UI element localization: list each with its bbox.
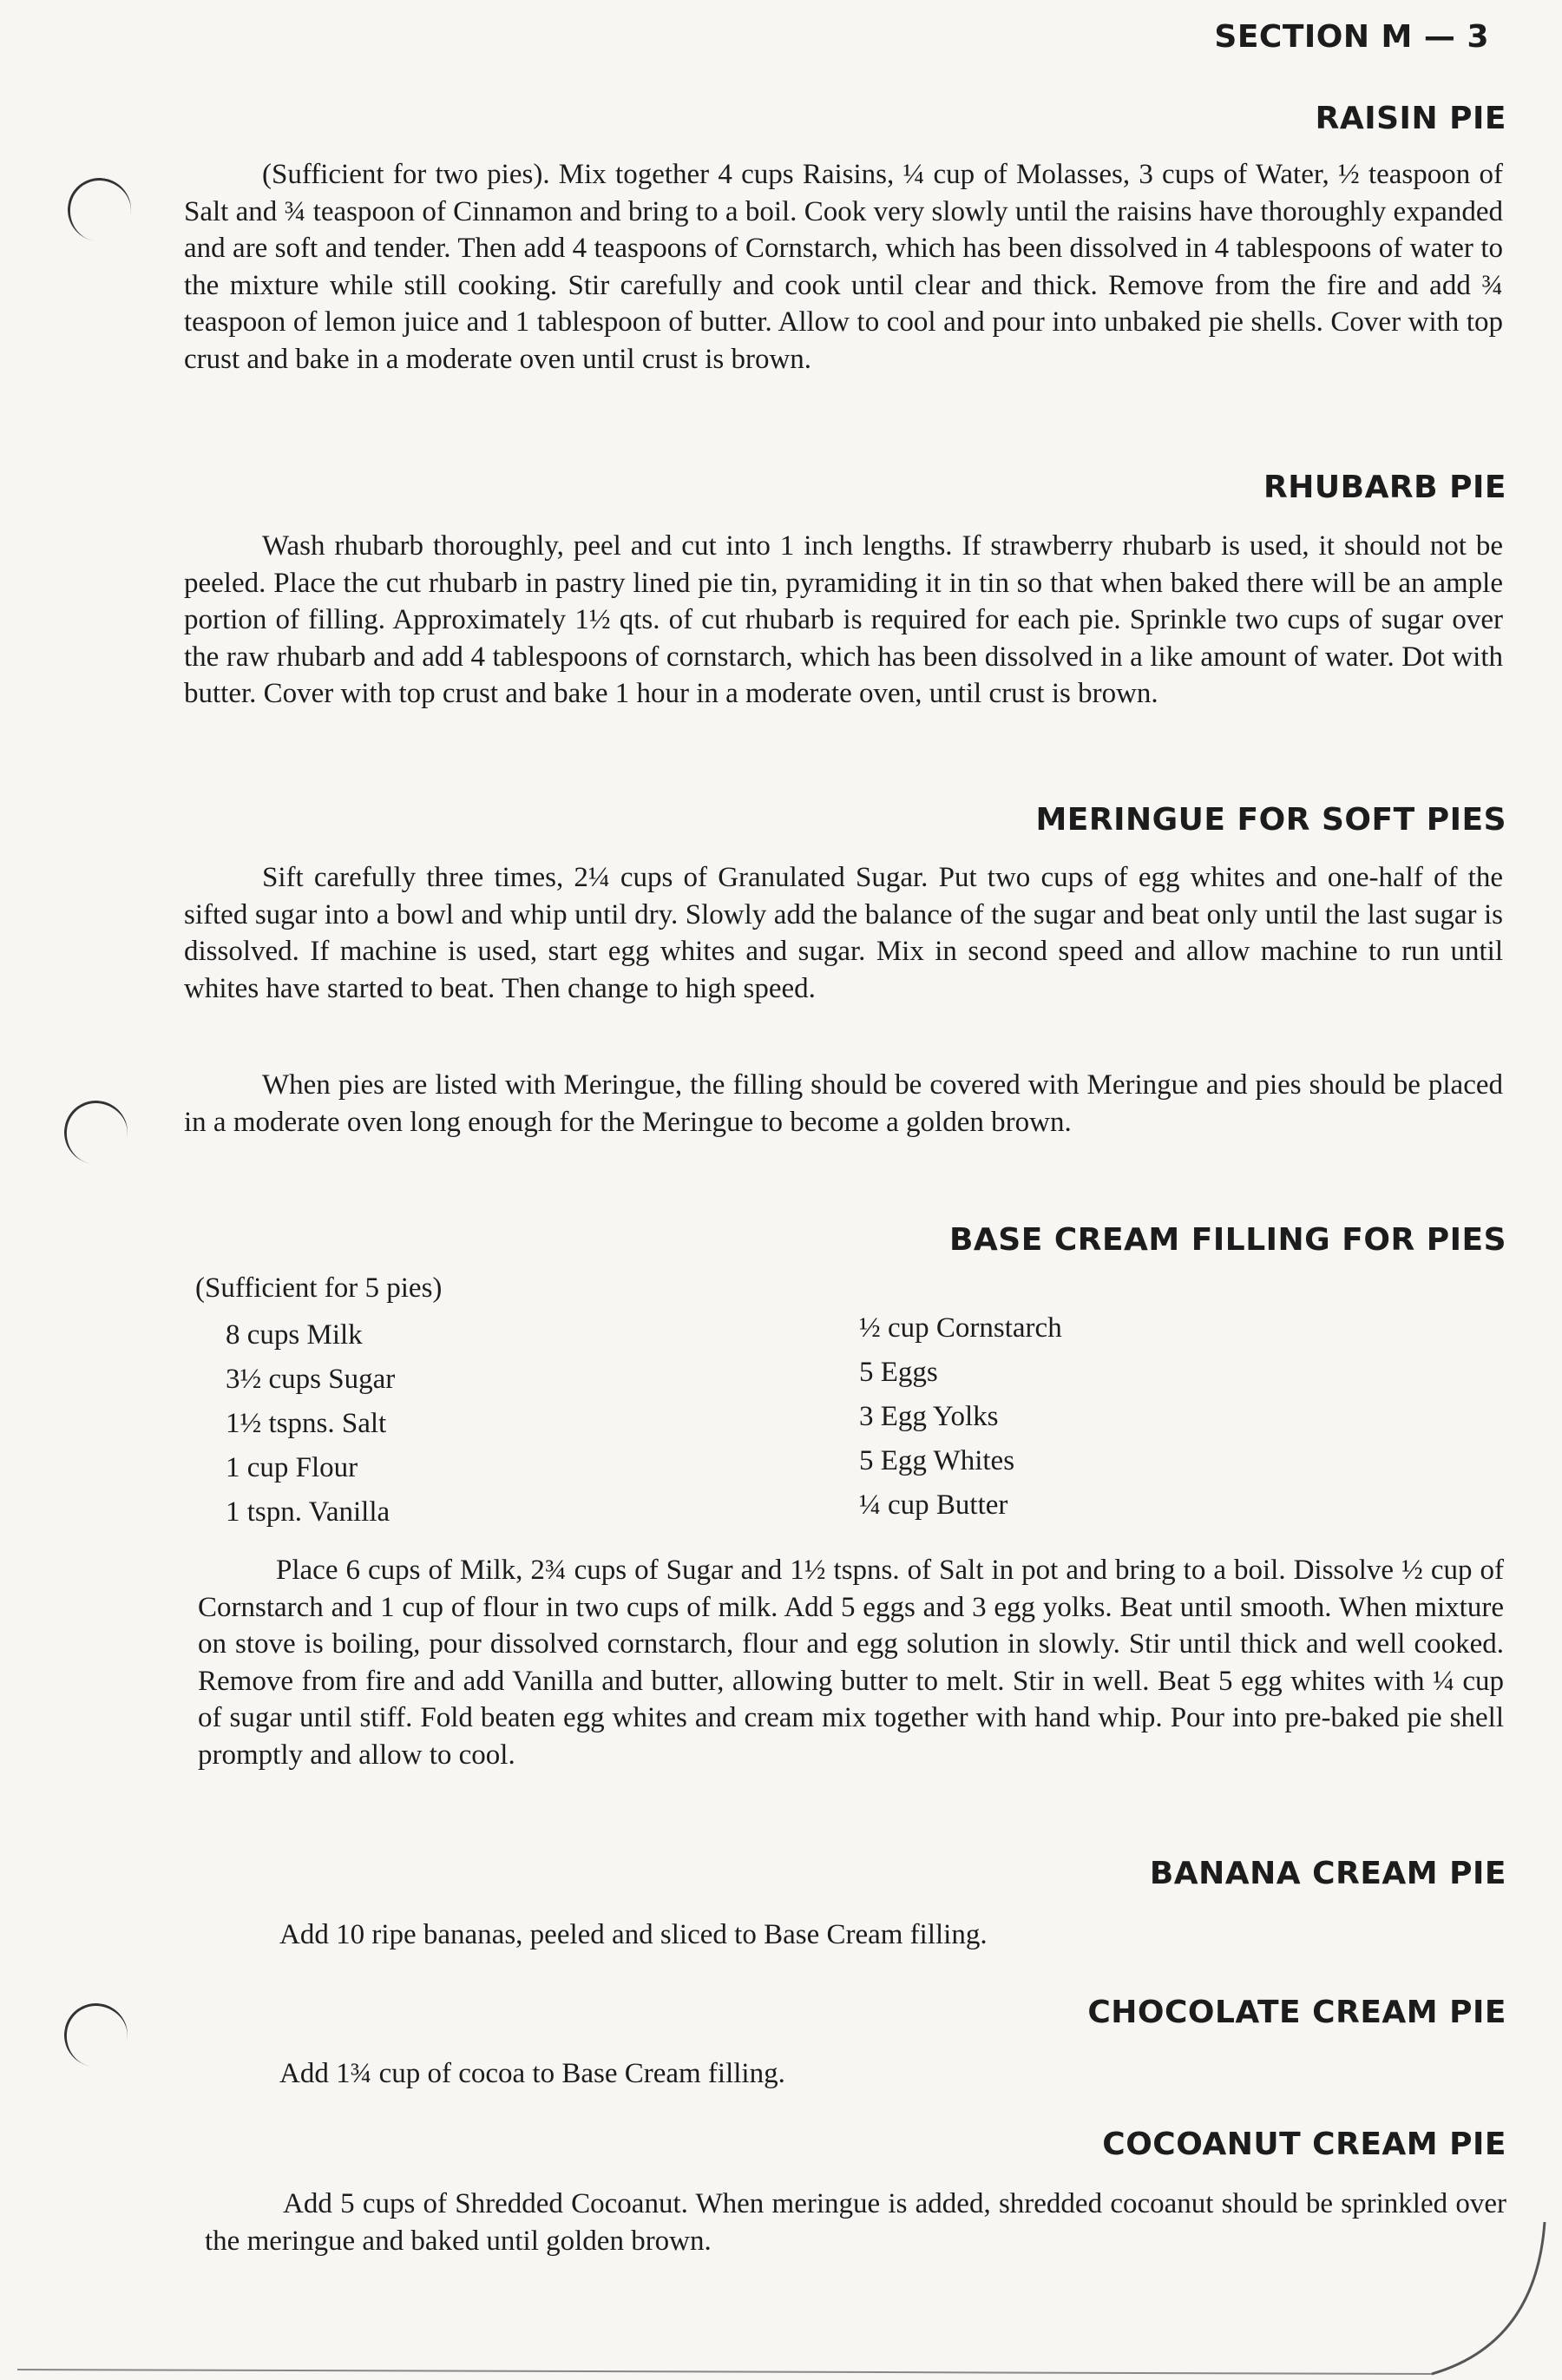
meringue-text-1: Sift carefully three times, 2¼ cups of Granulated Sugar. Put two cups of egg whites and one-half of the sifted sugar into a bowl and whip until dry. Slowly add the balance of the sugar and beat only until the last sugar is dissolved. If machine is used, start egg whites and sugar. Mix in second speed and allow machine to run until whites have started to beat. Then change to high speed. [184,862,1503,1004]
ingredient-item: 3 Egg Yolks [859,1401,999,1432]
ingredient-item: 5 Eggs [859,1357,938,1388]
meringue-body-1 [184,859,1503,1007]
meringue-title: MERINGUE FOR SOFT PIES [1035,802,1506,838]
chocolate-pie-title: CHOCOLATE CREAM PIE [1087,1995,1506,2030]
cocoanut-pie-title: COCOANUT CREAM PIE [1102,2127,1506,2162]
ingredient-list-right [859,1306,1062,1528]
ingredient-item: 5 Egg Whites [859,1445,1015,1476]
rhubarb-pie-text: Wash rhubarb thoroughly, peel and cut into 1 inch lengths. If strawberry rhubarb is used, it should not be peeled. Place the cut rhubarb in pastry lined pie tin, pyramiding it in tin so that when baked there will be an ample portion of filling. Approximately 1½ qts. of cut rhubarb is required for each pie. Sprinkle two cups of sugar over the raw rhubarb and add 4 tablespoons of cornstarch, which has been dissolved in a like amount of water. Dot with butter. Cover with top crust and bake 1 hour in a moderate oven, until crust is brown. [184,530,1503,709]
cocoanut-pie-text: Add 5 cups of Shredded Cocoanut. When meringue is added, shredded cocoanut should be sprinkled over the meringue and baked until golden brown. [205,2188,1506,2257]
ingredient-item: ¼ cup Butter [859,1489,1008,1521]
rhubarb-pie-title: RHUBARB PIE [1263,470,1506,505]
raisin-pie-title: RAISIN PIE [1315,101,1506,136]
ingredient-item: ½ cup Cornstarch [859,1312,1062,1344]
banana-pie-body [201,1916,1503,1954]
ingredient-item: 3½ cups Sugar [226,1364,396,1395]
banana-pie-text: Add 10 ripe bananas, peeled and sliced to Base Cream filling. [279,1919,988,1950]
base-cream-yield: (Sufficient for 5 pies) [195,1272,443,1304]
meringue-text-2: When pies are listed with Meringue, the filling should be covered with Meringue and pies should be placed in a moderate oven long enough for the Meringue to become a golden brown. [184,1069,1503,1138]
ingredient-item: 1½ tspns. Salt [226,1408,387,1439]
punch-hole-top [62,173,136,247]
chocolate-pie-body [201,2055,1503,2093]
rhubarb-pie-body [184,528,1503,713]
base-cream-text: Place 6 cups of Milk, 2¾ cups of Sugar and 1½ tspns. of Salt in pot and bring to a boil. Dissolve ½ cup of Cornstarch and 1 cup of flour in two cups of milk. Add 5 eggs and 3 egg yolks. Beat until smooth. When mixture on stove is boiling, pour dissolved cornstarch, flour and egg solution in slowly. Stir until thick and well cooked. Remove from fire and add Vanilla and butter, allowing butter to melt. Stir in well. Beat 5 egg whites with ¼ cup of sugar until stiff. Fold beaten egg whites and cream mix together with hand whip. Pour into pre-baked pie shell promptly and allow to cool. [198,1555,1504,1771]
punch-hole-middle [59,1095,133,1169]
meringue-body-2 [184,1067,1503,1141]
raisin-pie-text: (Sufficient for two pies). Mix together 4 cups Raisins, ¼ cup of Molasses, 3 cups of Water, ½ teaspoon of Salt and ¾ teaspoon of Cinnamon and bring to a boil. Cook very slowly until the raisins have thoroughly expanded and are soft and tender. Then add 4 teaspoons of Cornstarch, which has been dissolved in 4 tablespoons of water to the mixture while still cooking. Stir carefully and cook until clear and thick. Remove from the fire and add ¾ teaspoon of lemon juice and 1 tablespoon of butter. Allow to cool and pour into unbaked pie shells. Cover with top crust and bake in a moderate oven until crust is brown. [184,159,1503,375]
base-cream-body [198,1552,1504,1773]
punch-hole-bottom [59,1998,133,2072]
chocolate-pie-text: Add 1¾ cup of cocoa to Base Cream filling. [279,2058,785,2089]
ingredient-item: 1 tspn. Vanilla [226,1496,390,1528]
base-cream-title: BASE CREAM FILLING FOR PIES [948,1222,1506,1258]
banana-pie-title: BANANA CREAM PIE [1149,1856,1506,1891]
cocoanut-pie-body [205,2186,1506,2259]
section-label: SECTION M — 3 [1214,19,1489,55]
raisin-pie-body [184,156,1503,378]
ingredient-list-left [226,1313,395,1535]
ingredient-item: 1 cup Flour [226,1452,358,1483]
ingredient-item: 8 cups Milk [226,1319,363,1351]
